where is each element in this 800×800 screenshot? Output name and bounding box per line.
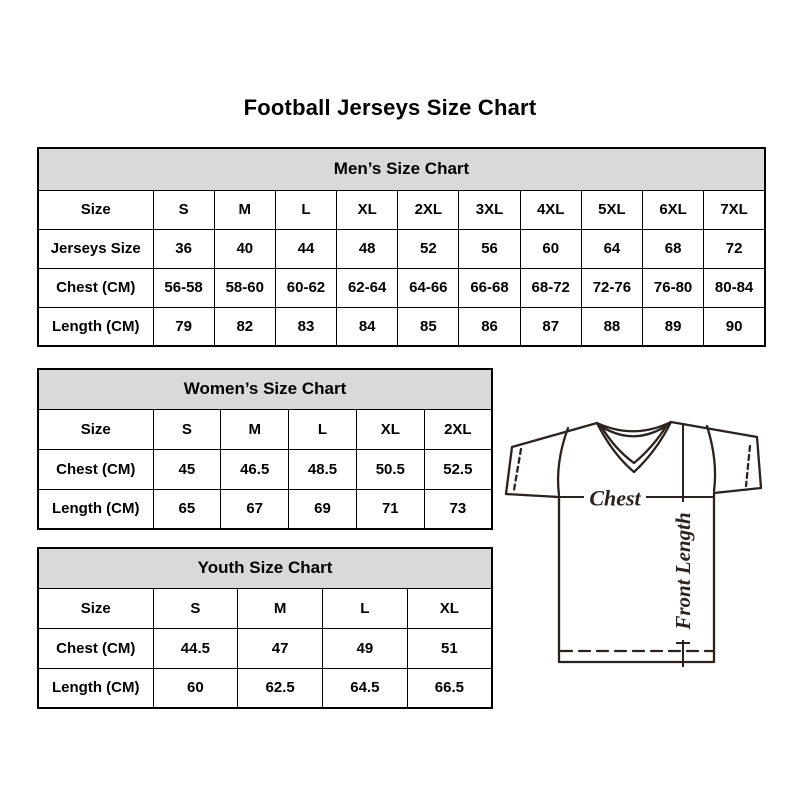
row-label-cell: Chest (CM) (38, 449, 153, 489)
column-header-cell: 2XL (398, 190, 459, 229)
value-cell: 69 (289, 489, 357, 529)
column-header-cell: M (221, 409, 289, 449)
row-label-cell: Size (38, 190, 153, 229)
jersey-measurement-diagram (504, 398, 767, 670)
row-label-cell: Chest (CM) (38, 628, 153, 668)
left-armhole-seam (558, 428, 568, 495)
value-cell: 67 (221, 489, 289, 529)
row-label-cell: Length (CM) (38, 489, 153, 529)
value-cell: 45 (153, 449, 221, 489)
value-cell: 52 (398, 229, 459, 268)
table-title: Men’s Size Chart (38, 148, 765, 190)
value-cell: 47 (238, 628, 323, 668)
column-header-cell: 6XL (643, 190, 704, 229)
column-header-cell: 4XL (520, 190, 581, 229)
value-cell: 68-72 (520, 268, 581, 307)
left-cuff-dashes (514, 449, 521, 490)
value-cell: 84 (337, 307, 398, 346)
column-header-cell: M (238, 588, 323, 628)
value-cell: 40 (214, 229, 275, 268)
row-label-cell: Chest (CM) (38, 268, 153, 307)
row-label-cell: Length (CM) (38, 668, 153, 708)
value-cell: 89 (643, 307, 704, 346)
table-row (38, 489, 492, 529)
value-cell: 48.5 (289, 449, 357, 489)
value-cell: 72 (704, 229, 765, 268)
front-length-label: Front Length (671, 512, 695, 630)
table-row (38, 449, 492, 489)
value-cell: 64.5 (323, 668, 408, 708)
mens-size-table (37, 147, 766, 347)
column-header-cell: 7XL (704, 190, 765, 229)
value-cell: 60 (520, 229, 581, 268)
value-cell: 65 (153, 489, 221, 529)
value-cell: 62.5 (238, 668, 323, 708)
column-header-cell: S (153, 409, 221, 449)
value-cell: 62-64 (337, 268, 398, 307)
table-title: Youth Size Chart (38, 548, 492, 588)
jersey-diagram-icon (504, 398, 767, 670)
value-cell: 49 (323, 628, 408, 668)
value-cell: 80-84 (704, 268, 765, 307)
youth-size-table (37, 547, 493, 709)
value-cell: 90 (704, 307, 765, 346)
value-cell: 72-76 (581, 268, 642, 307)
table-row (38, 307, 765, 346)
value-cell: 44.5 (153, 628, 238, 668)
table-row (38, 229, 765, 268)
column-header-cell: XL (356, 409, 424, 449)
value-cell: 56 (459, 229, 520, 268)
column-header-cell: M (214, 190, 275, 229)
table-title: Women’s Size Chart (38, 369, 492, 409)
value-cell: 66.5 (407, 668, 492, 708)
value-cell: 76-80 (643, 268, 704, 307)
column-header-cell: S (153, 588, 238, 628)
value-cell: 79 (153, 307, 214, 346)
jersey-outline (506, 422, 761, 662)
column-header-cell: L (289, 409, 357, 449)
value-cell: 44 (275, 229, 336, 268)
value-cell: 60 (153, 668, 238, 708)
column-header-cell: L (323, 588, 408, 628)
row-label-cell: Jerseys Size (38, 229, 153, 268)
table-row (38, 668, 492, 708)
value-cell: 51 (407, 628, 492, 668)
chest-label: Chest (589, 485, 641, 511)
value-cell: 73 (424, 489, 492, 529)
page-title: Football Jerseys Size Chart (243, 95, 537, 120)
row-label-cell: Length (CM) (38, 307, 153, 346)
column-header-cell: 5XL (581, 190, 642, 229)
value-cell: 52.5 (424, 449, 492, 489)
column-header-cell: S (153, 190, 214, 229)
value-cell: 88 (581, 307, 642, 346)
column-header-cell: XL (337, 190, 398, 229)
value-cell: 68 (643, 229, 704, 268)
value-cell: 46.5 (221, 449, 289, 489)
value-cell: 71 (356, 489, 424, 529)
row-label-cell: Size (38, 409, 153, 449)
value-cell: 50.5 (356, 449, 424, 489)
value-cell: 66-68 (459, 268, 520, 307)
column-header-cell: 3XL (459, 190, 520, 229)
value-cell: 64 (581, 229, 642, 268)
value-cell: 48 (337, 229, 398, 268)
table-row (38, 268, 765, 307)
value-cell: 58-60 (214, 268, 275, 307)
column-header-cell: 2XL (424, 409, 492, 449)
value-cell: 86 (459, 307, 520, 346)
row-label-cell: Size (38, 588, 153, 628)
table-row (38, 628, 492, 668)
value-cell: 83 (275, 307, 336, 346)
value-cell: 36 (153, 229, 214, 268)
value-cell: 85 (398, 307, 459, 346)
value-cell: 56-58 (153, 268, 214, 307)
right-armhole-seam (707, 426, 715, 491)
column-header-cell: L (275, 190, 336, 229)
right-cuff-dashes (746, 446, 750, 486)
value-cell: 64-66 (398, 268, 459, 307)
value-cell: 87 (520, 307, 581, 346)
value-cell: 60-62 (275, 268, 336, 307)
column-header-cell: XL (407, 588, 492, 628)
womens-size-table (37, 368, 493, 530)
value-cell: 82 (214, 307, 275, 346)
